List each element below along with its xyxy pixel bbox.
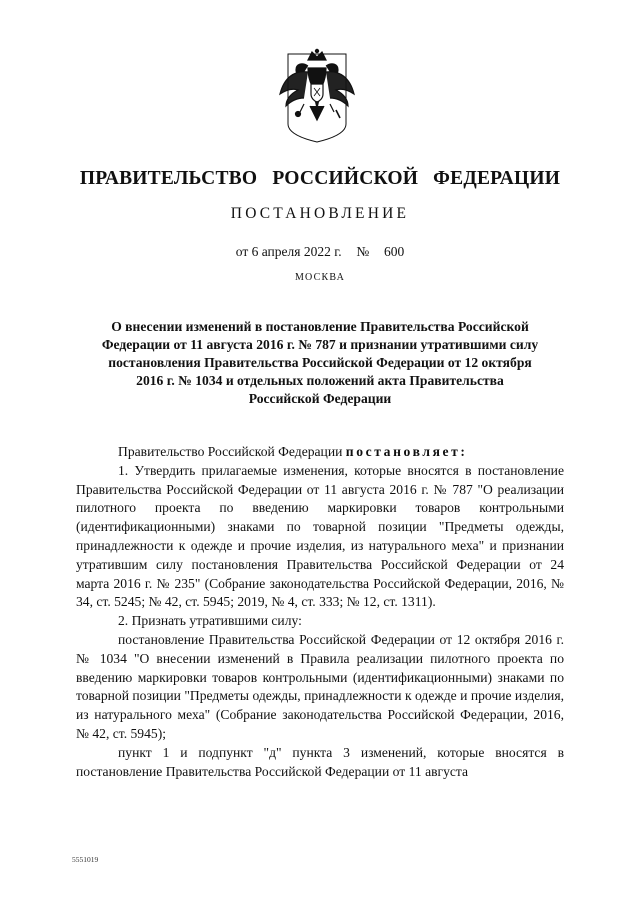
subject-line: 2016 г. № 1034 и отдельных положений акта Правительства — [136, 373, 504, 388]
body-paragraph: 1. Утвердить прилагаемые изменения, которые вносятся в постановление Правительства Российской Федерации от 11 августа 2016 г. № 787 "О реализации пилотного проекта по введению маркировки товаров контрольными (идентификационными) знаками по товарной позиции "Предметы одежды, принадлежности к одежде и прочие изделия, из натурального меха" и признании утратившим силу постановления Правительства Российской Федерации от 24 марта 2016 г. № 235" (Собрание законодательства Российской Федерации, 2016, № 34, ст. 5245; № 42, ст. 5945; 2019, № 4, ст. 333; № 12, ст. 1311). — [76, 462, 564, 610]
document-type: ПОСТАНОВЛЕНИЕ — [230, 205, 410, 222]
document-city: МОСКВА — [294, 272, 346, 283]
resolves-word: постановляет: — [345, 444, 468, 459]
gov-title-word: ПРАВИТЕЛЬСТВО — [79, 168, 258, 189]
document-number: 600 — [383, 244, 405, 259]
subject-line: О внесении изменений в постановление Правительства Российской — [111, 319, 529, 334]
document-subject — [76, 318, 564, 408]
body-paragraph: постановление Правительства Российской Федерации от 12 октября 2016 г. № 1034 "О внесении изменений в Правила реализации пилотного проекта по введению маркировки товаров контрольными (идентификационными) знаками по товарной позиции "Предметы одежды, принадлежности к одежде и прочие изделия, из натурального меха" (Собрание законодательства Российской Федерации, 2016, № 42, ст. 5945); — [76, 631, 564, 741]
document-date-line — [0, 244, 640, 260]
gov-title-word: ФЕДЕРАЦИИ — [433, 168, 561, 189]
intro-text: Правительство Российской Федерации — [118, 444, 346, 459]
subject-line: Российской Федерации — [248, 391, 392, 406]
russian-coat-of-arms-icon — [274, 48, 360, 144]
gov-title-word: РОССИЙСКОЙ — [272, 168, 419, 189]
document-body — [76, 443, 564, 781]
body-paragraph: 2. Признать утратившими силу: — [118, 613, 302, 629]
subject-line: Федерации от 11 августа 2016 г. № 787 и признании утратившими силу — [101, 337, 539, 352]
body-paragraph: пункт 1 и подпункт "д" пункта 3 изменений, которые вносятся в постановление Правительства Российской Федерации от 11 августа — [76, 744, 564, 779]
intro-paragraph — [76, 443, 564, 462]
government-title — [0, 168, 640, 190]
subject-line: постановления Правительства Российской Федерации от 12 октября — [108, 355, 532, 370]
number-sign: № — [356, 244, 370, 259]
document-date: от 6 апреля 2022 г. — [235, 244, 342, 259]
footer-code: 5551019 — [72, 855, 99, 864]
